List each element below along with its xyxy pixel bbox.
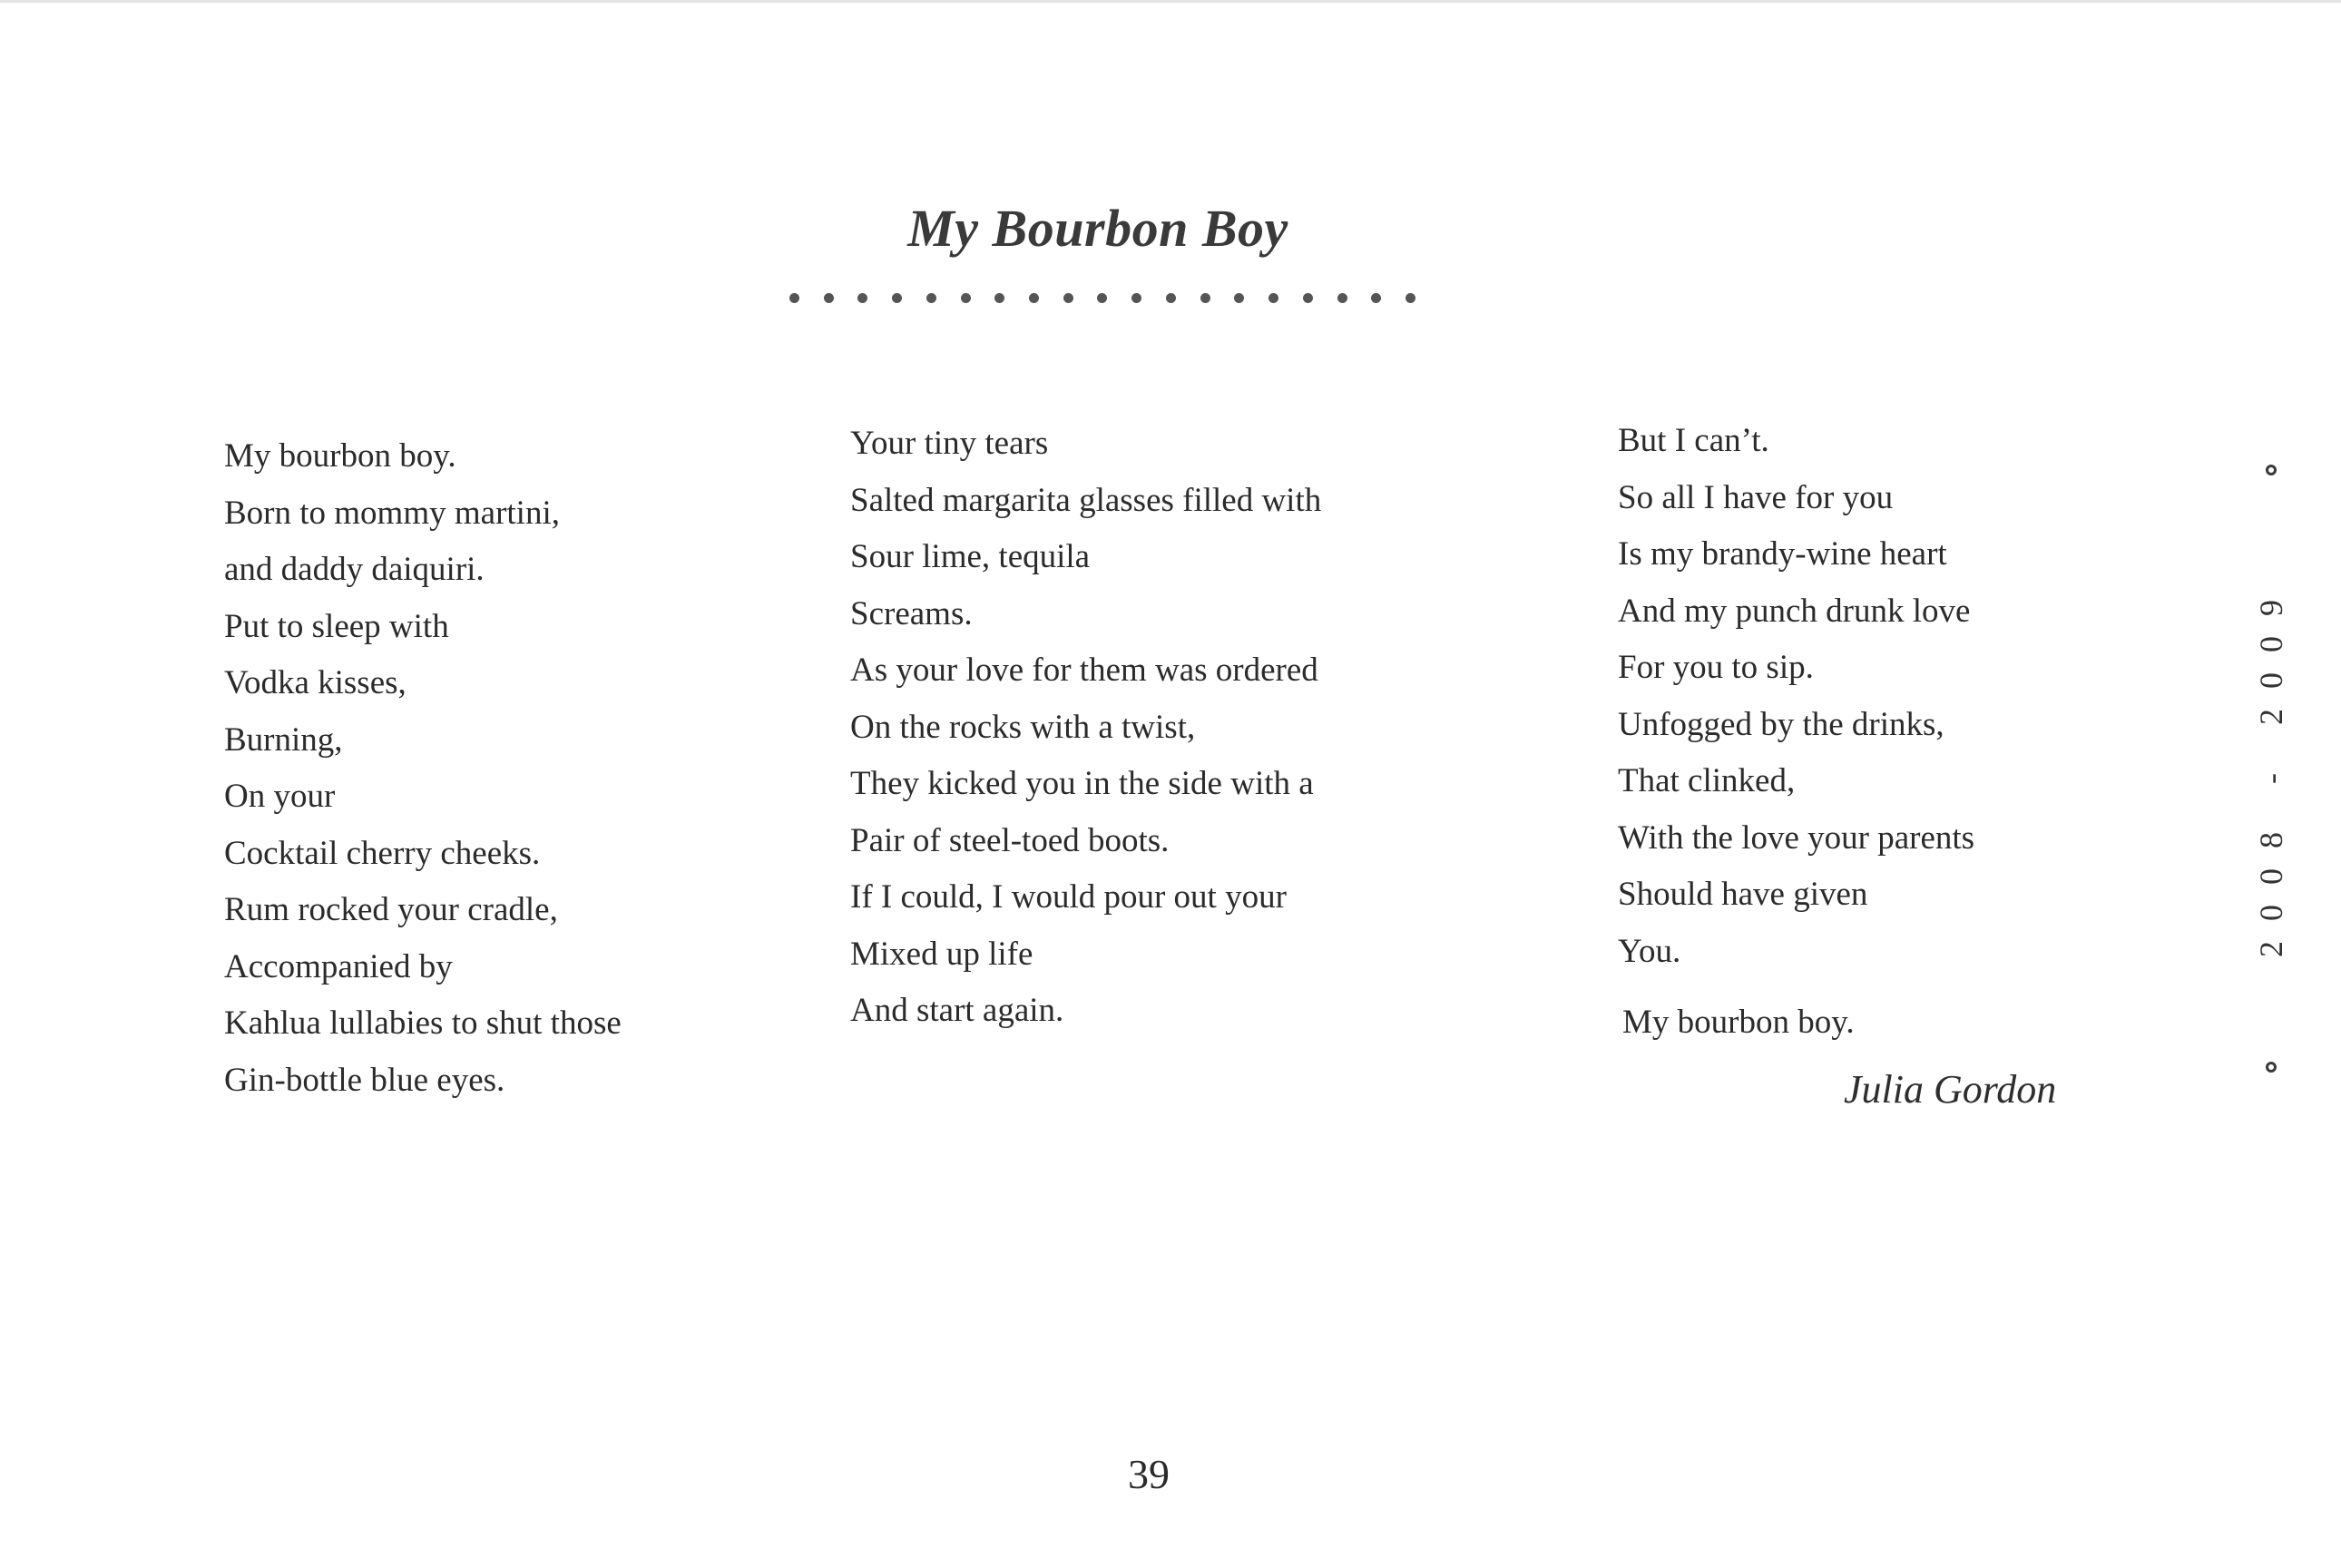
poem-column-3 (1618, 413, 1974, 980)
poem-line: Rum rocked your cradle, (224, 891, 558, 928)
poem-title: My Bourbon Boy (907, 199, 1288, 258)
divider-dot (1166, 293, 1176, 303)
divider-dot (892, 293, 902, 303)
poem-line: My bourbon boy. (224, 437, 456, 475)
poem-line: Vodka kisses, (224, 664, 406, 701)
divider-dot (1234, 293, 1244, 303)
poem-line: If I could, I would pour out your (850, 878, 1287, 916)
poem-line: But I can’t. (1618, 422, 1769, 459)
poem-author: Julia Gordon (1844, 1067, 2057, 1112)
poem-column-1 (224, 428, 622, 1109)
side-year-label (2239, 465, 2303, 1073)
poem-line: Pair of steel-toed boots. (850, 821, 1170, 859)
divider-dot (1303, 293, 1313, 303)
poem-line: Accompanied by (224, 947, 453, 985)
poem-line: Gin-bottle blue eyes. (224, 1061, 505, 1099)
poem-line: Should have given (1618, 876, 1868, 913)
divider-dot (1371, 293, 1381, 303)
divider-dot (994, 293, 1004, 303)
poem-line: Kahlua lullabies to shut those (224, 1004, 622, 1042)
poem-line: And my punch drunk love (1618, 592, 1971, 630)
circle-ornament-icon (2266, 465, 2277, 475)
divider-dot (824, 293, 834, 303)
divider-dot (1268, 293, 1278, 303)
divider-dot (1097, 293, 1107, 303)
divider-dot (1029, 293, 1039, 303)
side-years-wrapper (2239, 475, 2303, 1062)
page-top-edge (0, 0, 2341, 3)
poem-line: You. (1618, 932, 1681, 970)
divider-dot (1406, 293, 1415, 303)
poem-line: On the rocks with a twist, (850, 708, 1196, 746)
poem-closing-line: My bourbon boy. (1622, 1004, 1855, 1041)
poem-line: Sour lime, tequila (850, 538, 1091, 575)
poem-line: Cocktail cherry cheeks. (224, 834, 541, 872)
poem-line: Your tiny tears (850, 425, 1049, 462)
divider-dot (961, 293, 971, 303)
poem-line: Put to sleep with (224, 607, 449, 645)
poem-line: Salted margarita glasses filled with (850, 481, 1322, 519)
poem-line: For you to sip. (1618, 649, 1814, 686)
title-dot-divider (789, 289, 1415, 307)
divider-dot (1063, 293, 1073, 303)
poem-line: Is my brandy-wine heart (1618, 535, 1947, 573)
divider-dot (1337, 293, 1347, 303)
poem-line: So all I have for you (1618, 478, 1894, 516)
poem-line: Mixed up life (850, 935, 1033, 973)
side-years-text: 2008 - 2009 (2253, 580, 2289, 957)
poem-line: As your love for them was ordered (850, 652, 1318, 689)
poem-line: On your (224, 778, 336, 815)
poem-line: They kicked you in the side with a (850, 765, 1314, 802)
divider-dot (1200, 293, 1210, 303)
divider-dot (857, 293, 867, 303)
divider-dot (1131, 293, 1141, 303)
page-number: 39 (1128, 1451, 1170, 1497)
poem-line: Unfogged by the drinks, (1618, 705, 1944, 743)
poem-line: And start again. (850, 992, 1064, 1029)
poem-line: and daddy daiquiri. (224, 551, 485, 588)
circle-ornament-icon (2266, 1062, 2277, 1073)
poem-line: Born to mommy martini, (224, 494, 560, 532)
poem-line: With the love your parents (1618, 818, 1975, 857)
divider-dot (926, 293, 936, 303)
poem-line: Screams. (850, 594, 973, 632)
poem-line: Burning, (224, 720, 343, 759)
divider-dot (789, 293, 799, 303)
poem-line: That clinked, (1618, 762, 1796, 799)
poem-column-2 (850, 416, 1321, 1040)
